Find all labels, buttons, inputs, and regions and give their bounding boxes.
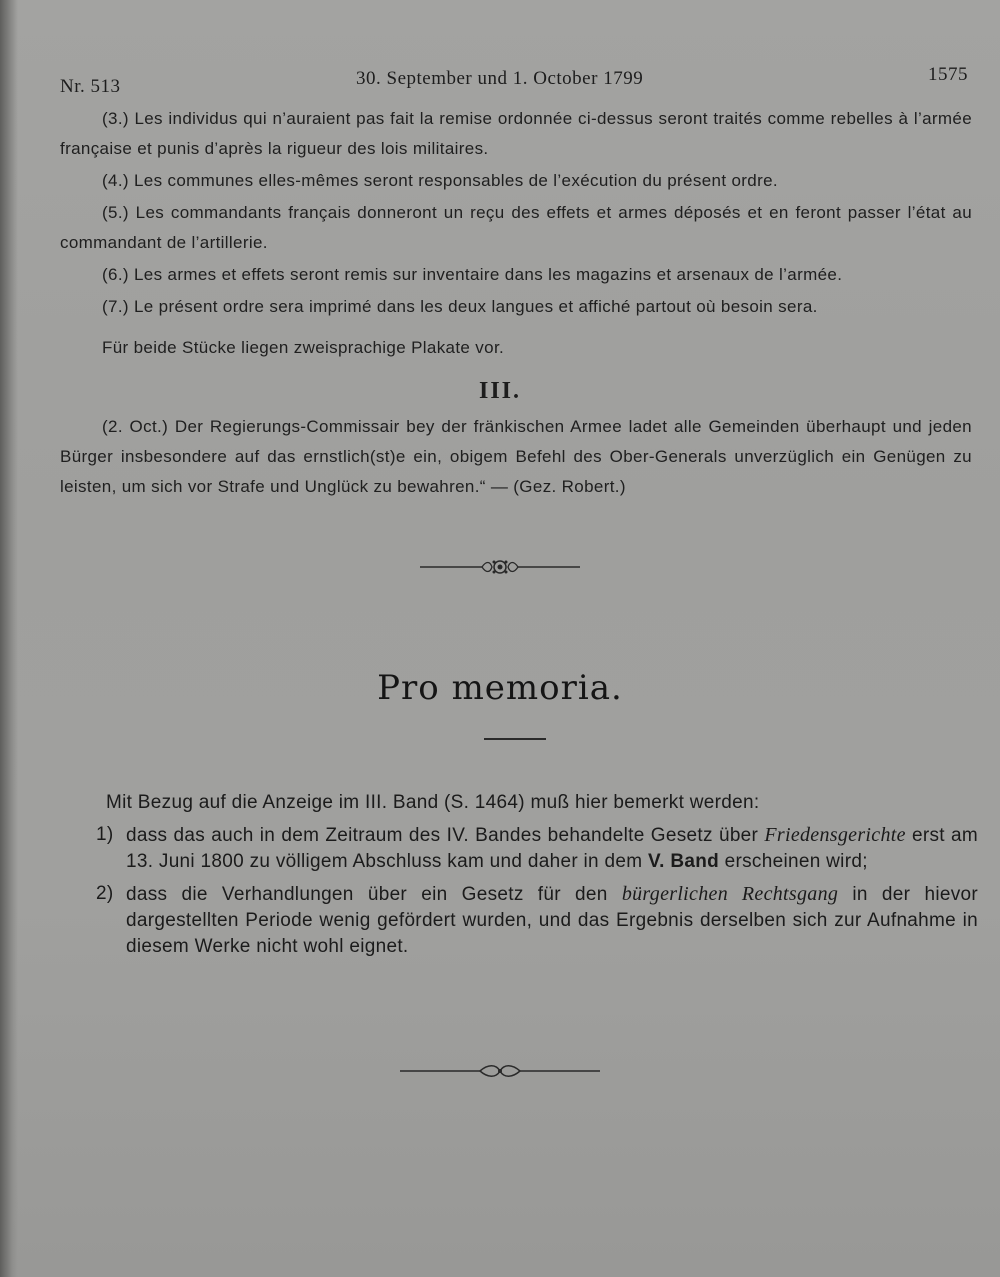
header-date: 30. September und 1. October 1799 <box>356 68 644 89</box>
article-3: (3.) Les individus qui n’auraient pas fait la remise ordonnée ci-dessus seront traités comme rebelles à l’armée française et punis d’après la rigueur des lois militaires. <box>60 109 973 158</box>
flourish-icon <box>420 556 580 578</box>
friedensgerichte-italic: Friedensgerichte <box>764 824 906 846</box>
section-number: III. <box>478 378 522 404</box>
band-bold: V. Band <box>647 851 720 872</box>
article-5: (5.) Les commandants français donneront un reçu des effets et armes déposés et en feront passer l’état au commandant de l’artillerie. <box>60 203 972 252</box>
memoria-item-1: 1) dass das auch in dem Zeitraum des IV. Bandes behandelte Gesetz über Friedensgerichte erst am 13. Juni 1800 zu völligem Abschluss kam und daher in dem V. Band erscheinen wird; <box>96 824 978 872</box>
item-number: 1) <box>96 824 114 845</box>
rechtsgang-italic: bürgerlichen Rechtsgang <box>621 883 839 905</box>
article-6: (6.) Les armes et effets seront remis sur inventaire dans les magazins et arsenaux de l’armée. <box>102 265 843 284</box>
memoria-title: Pro memoria. <box>377 668 623 708</box>
article-7: (7.) Le présent ordre sera imprimé dans les deux langues et affiché partout où besoin sera. <box>102 297 818 316</box>
section-date: (2. Oct.) <box>102 417 169 436</box>
memoria-intro: Mit Bezug auf die Anzeige im III. Band (S. 1464) muß hier bemerkt werden: <box>106 792 760 813</box>
page-header <box>60 66 980 96</box>
item-number: 2) <box>96 883 114 904</box>
section-iii-block <box>60 412 972 504</box>
title-underline <box>484 738 546 740</box>
memoria-item-2: 2) dass die Verhandlungen über ein Gesetz für den bürgerlichen Rechtsgang in der hievor dargestellten Periode wenig gefördert wurden, und das Ergebnis derselben sich zur Aufnahme in diesem Werke nicht wohl eignet. <box>96 883 979 957</box>
page-number: 1575 <box>928 64 968 85</box>
binding-shadow <box>0 0 18 1277</box>
section-iii-text: (2. Oct.) Der Regierungs-Commissair bey der fränkischen Armee ladet alle Gemeinden überhaupt und jeden Bürger insbesondere auf das ernstlich(st)e ein, obigem Befehl des Ober-Generals unverzüglich ein Genügen zu leisten, um sich vor Strafe und Unglück zu bewahren.“ — (Gez. Robert.) <box>60 417 972 496</box>
ornament-divider-bottom <box>0 1062 1000 1084</box>
document-number: Nr. 513 <box>60 76 121 97</box>
memoria-list <box>96 822 978 966</box>
articles-block <box>60 104 972 324</box>
note-block <box>60 333 972 365</box>
plakate-note: Für beide Stücke liegen zweisprachige Plakate vor. <box>102 338 505 357</box>
flourish-icon <box>400 1062 600 1080</box>
article-4: (4.) Les communes elles-mêmes seront responsables de l’exécution du présent ordre. <box>102 171 778 190</box>
ornament-divider-top <box>0 556 1000 582</box>
